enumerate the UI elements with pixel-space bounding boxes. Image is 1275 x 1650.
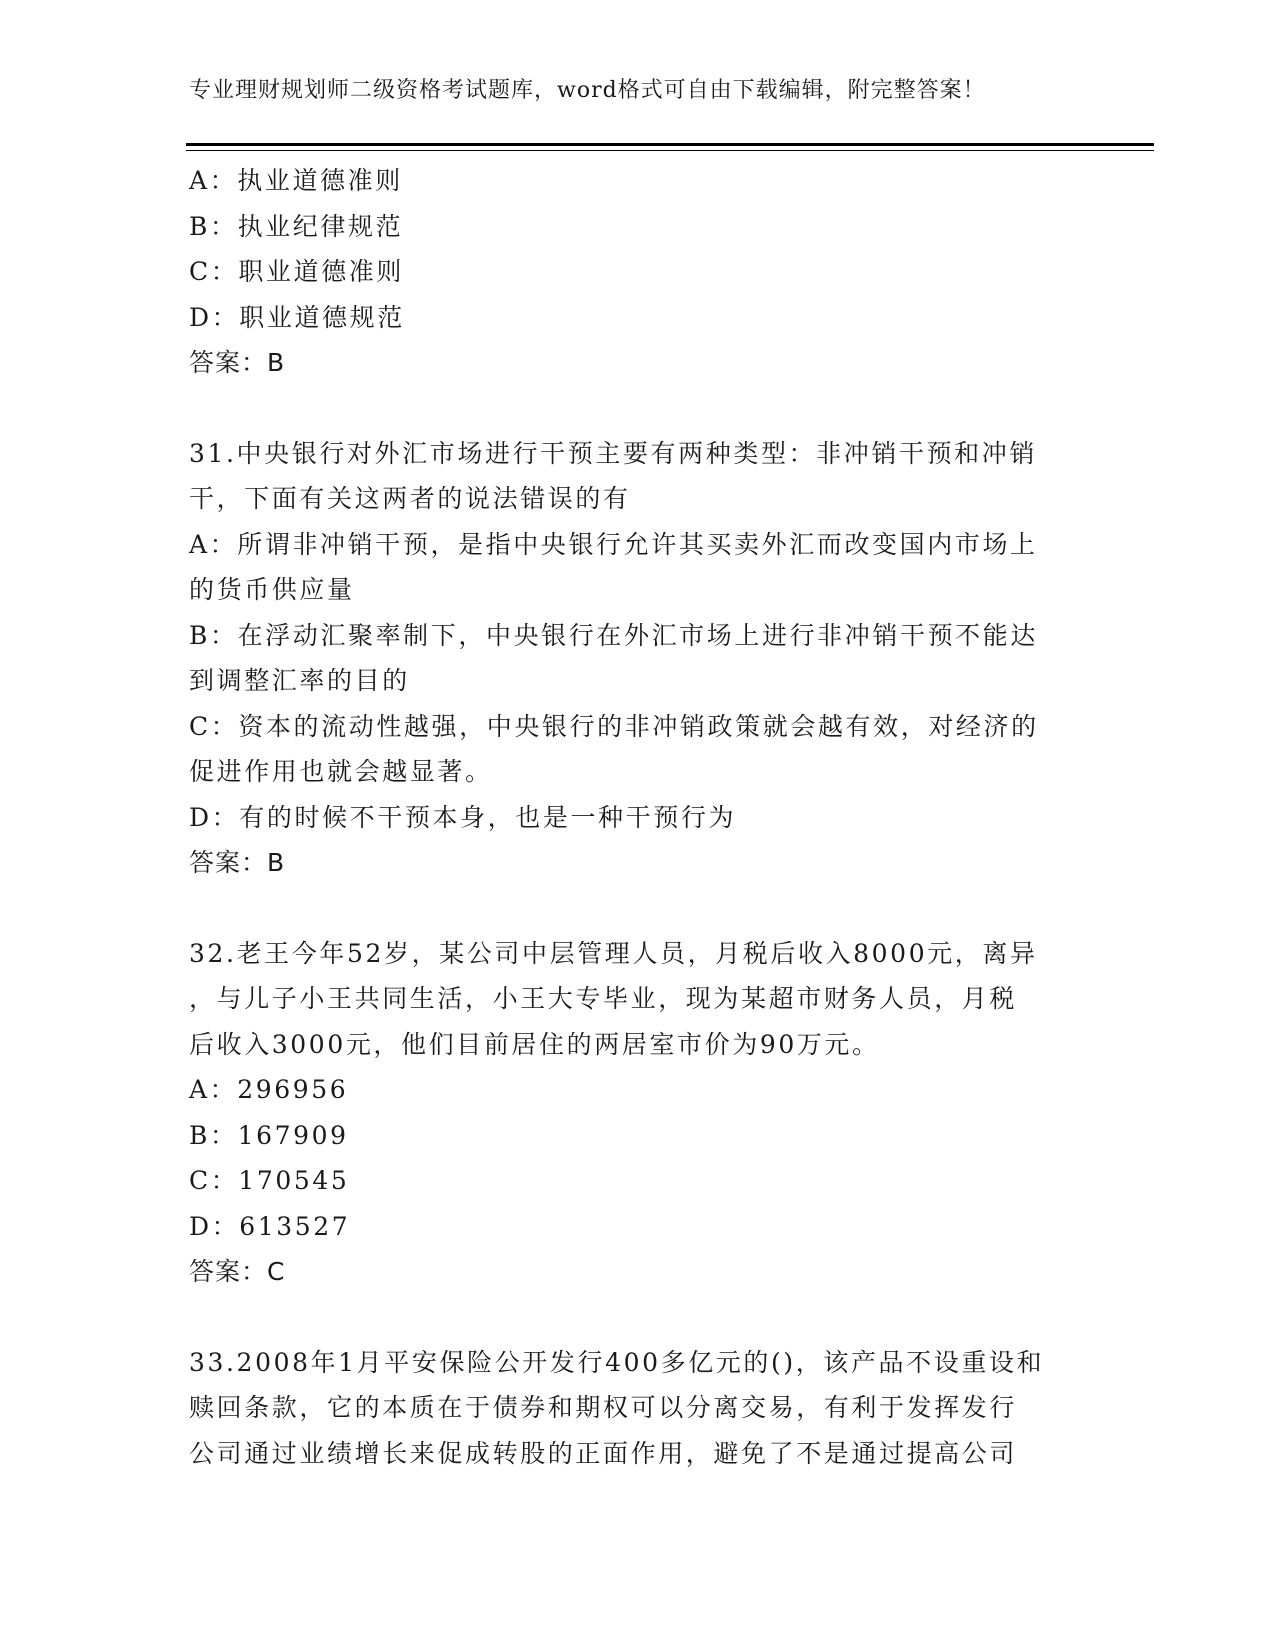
option-b: B：执业纪律规范 bbox=[189, 211, 404, 241]
option-a: A：所谓非冲销干预，是指中央银行允许其买卖外汇而改变国内市场上 bbox=[189, 529, 1038, 559]
answer: 答案：B bbox=[189, 848, 286, 877]
spacer bbox=[189, 386, 1079, 431]
question-31 bbox=[189, 431, 1079, 886]
option-b: B：在浮动汇聚率制下，中央银行在外汇市场上进行非冲销干预不能达 bbox=[189, 620, 1038, 650]
option-d: D：有的时候不干预本身，也是一种干预行为 bbox=[189, 802, 737, 832]
answer: 答案：C bbox=[189, 1257, 286, 1286]
question-33 bbox=[189, 1340, 1079, 1477]
option-c: C：职业道德准则 bbox=[189, 257, 404, 286]
question-30 bbox=[189, 158, 1079, 386]
option-a-cont: 的货币供应量 bbox=[189, 575, 355, 604]
option-c: C：资本的流动性越强，中央银行的非冲销政策就会越有效，对经济的 bbox=[189, 711, 1039, 741]
option-d: D：613527 bbox=[189, 1211, 351, 1241]
option-d: D：职业道德规范 bbox=[189, 302, 405, 332]
header-divider bbox=[186, 143, 1154, 146]
question-32 bbox=[189, 931, 1079, 1295]
header-divider-thin bbox=[186, 150, 1154, 151]
spacer bbox=[189, 886, 1079, 931]
question-stem: ，与儿子小王共同生活，小王大专毕业，现为某超市财务人员，月税 bbox=[189, 984, 1018, 1013]
option-b-cont: 到调整汇率的目的 bbox=[189, 666, 410, 695]
option-c-cont: 促进作用也就会越显著。 bbox=[189, 757, 493, 786]
answer: 答案：B bbox=[189, 348, 286, 377]
question-stem: 干，下面有关这两者的说法错误的有 bbox=[189, 484, 631, 513]
spacer bbox=[189, 1295, 1079, 1340]
question-stem: 33.2008年1月平安保险公开发行400多亿元的()，该产品不设重设和 bbox=[189, 1347, 1045, 1377]
option-a: A：296956 bbox=[189, 1075, 349, 1104]
page-header: 专业理财规划师二级资格考试题库，word格式可自由下载编辑，附完整答案！ bbox=[189, 78, 986, 103]
question-stem: 32.老王今年52岁，某公司中层管理人员，月税后收入8000元，离异 bbox=[189, 938, 1038, 968]
option-a: A：执业道德准则 bbox=[189, 166, 403, 195]
option-b: B：167909 bbox=[189, 1120, 349, 1150]
question-content bbox=[189, 158, 1079, 1476]
question-stem: 公司通过业绩增长来促成转股的正面作用，避免了不是通过提高公司 bbox=[189, 1438, 1018, 1468]
question-stem: 31.中央银行对外汇市场进行干预主要有两种类型：非冲销干预和冲销 bbox=[189, 438, 1037, 468]
question-stem: 后收入3000元，他们目前居住的两居室市价为90万元。 bbox=[189, 1029, 880, 1059]
question-stem: 赎回条款，它的本质在于债券和期权可以分离交易，有利于发挥发行 bbox=[189, 1393, 1018, 1422]
option-c: C：170545 bbox=[189, 1166, 350, 1195]
